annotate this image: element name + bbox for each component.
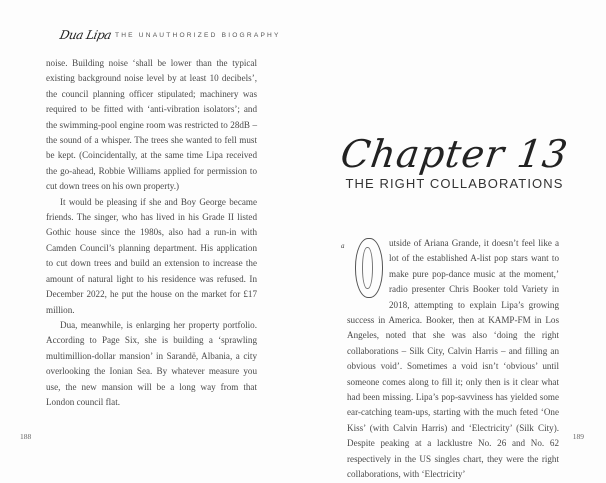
running-head: [60, 28, 281, 42]
left-page: [0, 0, 303, 466]
ornament-icon: a: [341, 242, 345, 250]
left-body-text: [46, 56, 257, 410]
running-head-title: THE UNAUTHORIZED BIOGRAPHY: [114, 31, 281, 39]
page-number: 189: [572, 432, 584, 441]
paragraph: Dua, meanwhile, is enlarging her property portfolio. According to Page Six, she is building a ‘sprawling multimillion-dollar mansion’ in Sarandë, Albania, a city overlooking the Ionian Sea. By whatever measure you use, the new mansion will be a long way from that London council flat.: [46, 319, 257, 407]
right-page: [303, 0, 606, 480]
paragraph: noise. Building noise ‘shall be lower than the typical existing background noise level by at least 10 decibels’, the council planning officer stipulated; machinery was required to be fitted with ‘anti-vibration isolators’; and the swimming-pool engine room was restricted to 28dB – the sound of a whisper. The trees she wanted to fell must be kept. (Coincidentally, at the same time Lipa received the go-ahead, Robbie Williams applied for permission to cut down trees on his own property.): [46, 58, 257, 192]
paragraph: It would be pleasing if she and Boy George became friends. The singer, who has lived in his Grade II listed Gothic house since the 1980s, also had a run-in with Camden Council’s planning department. His application to cut down trees and build an extension to increase the amount of natural light to his residence was refused. In December 2022, he put the house on the market for £17 million.: [46, 196, 257, 315]
paragraph: utside of Ariana Grande, it doesn’t feel like a lot of the established A-list pop stars want to make pure pop-dance music at the moment,’ radio presenter Chris Booker told Variety in 2018, attempting to explain Lipa’s growing success in America. Booker, then at KAMP-FM in Los Angeles, noted that she was also ‘doing the right collaborations – Silk City, Calvin Harris – and filling an obvious void’. Sometimes a void isn’t ‘obvious’ until someone comes along to fill it; only then is it clear what had been missing. Lipa’s pop-savviness has yielded some ear-catching team-ups, starting with the much feted ‘One Kiss’ (with Calvin Harris) and ‘Electricity’ (Silk City). Despite peaking at a lacklustre No. 26 and No. 62 respectively in the US singles chart, they were the right collaborations, with ‘Electricity’: [347, 238, 559, 480]
chapter-number: Chapter 13: [337, 132, 572, 176]
page-number: 188: [20, 432, 32, 441]
right-body-text: [341, 236, 559, 483]
signature-logo: Dua Lipa: [58, 28, 113, 42]
chapter-title: THE RIGHT COLLABORATIONS: [345, 176, 564, 191]
drop-cap: [355, 238, 383, 298]
